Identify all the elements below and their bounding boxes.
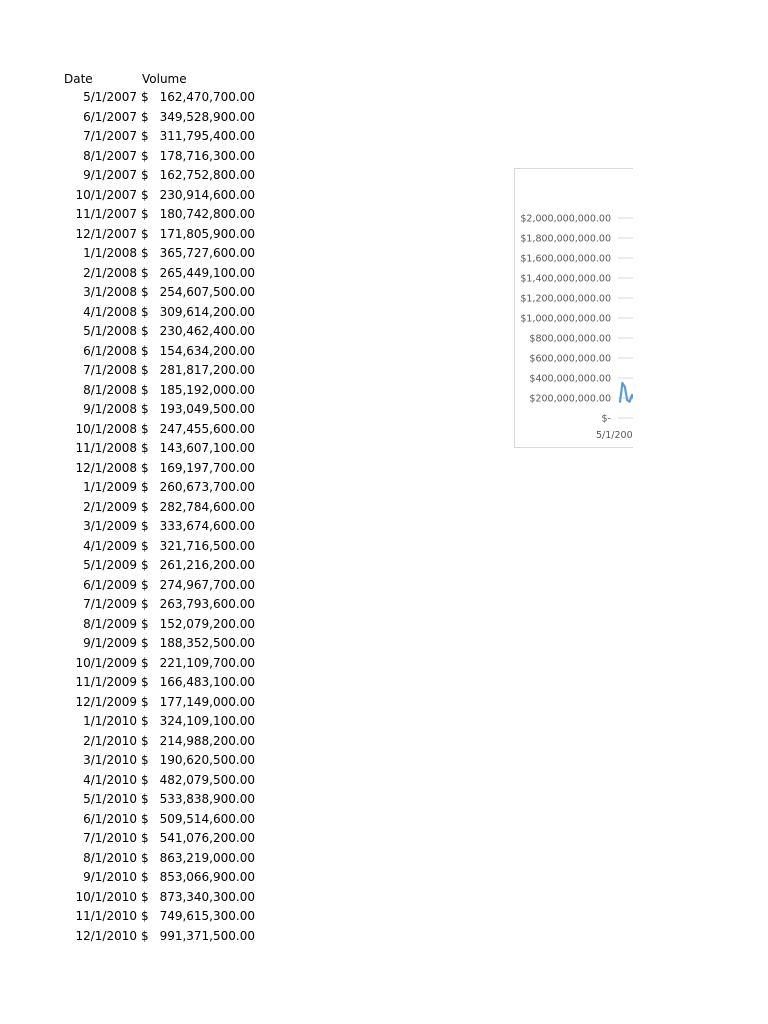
currency-symbol: $ xyxy=(141,148,149,163)
date-cell[interactable]: 10/1/2008 xyxy=(75,421,137,436)
table-row[interactable] xyxy=(0,205,260,225)
table-row[interactable] xyxy=(0,108,260,128)
table-row[interactable] xyxy=(0,595,260,615)
volume-cell[interactable]: 214,988,200.00 xyxy=(159,733,255,748)
date-cell[interactable]: 11/1/2008 xyxy=(75,441,137,455)
volume-cell[interactable]: 365,727,600.00 xyxy=(159,246,255,260)
volume-cell[interactable]: 309,614,200.00 xyxy=(159,304,255,319)
volume-series-line[interactable] xyxy=(620,383,633,402)
data-point[interactable] xyxy=(631,394,633,396)
currency-symbol: $ xyxy=(141,850,149,865)
table-row[interactable] xyxy=(0,322,260,342)
date-cell[interactable]: 5/1/2007 xyxy=(83,90,137,104)
date-cell[interactable]: 1/1/2008 xyxy=(83,246,137,260)
date-cell[interactable]: 5/1/2010 xyxy=(83,792,137,806)
table-row[interactable] xyxy=(0,537,260,557)
date-cell[interactable]: 6/1/2010 xyxy=(83,811,137,826)
date-cell[interactable]: 11/1/2007 xyxy=(75,207,137,221)
currency-symbol: $ xyxy=(141,519,149,533)
table-row[interactable] xyxy=(0,751,260,771)
volume-cell[interactable]: 190,620,500.00 xyxy=(159,753,255,767)
table-row[interactable] xyxy=(0,712,260,732)
date-cell[interactable]: 2/1/2008 xyxy=(83,265,137,280)
currency-symbol: $ xyxy=(141,831,149,845)
volume-cell[interactable]: 282,784,600.00 xyxy=(159,499,255,514)
volume-cell[interactable]: 247,455,600.00 xyxy=(159,421,255,436)
date-cell[interactable]: 2/1/2009 xyxy=(83,499,137,514)
y-tick-label: $1,200,000,000.00 xyxy=(520,293,611,305)
currency-symbol: $ xyxy=(141,207,149,221)
volume-cell[interactable]: 143,607,100.00 xyxy=(159,441,255,455)
date-cell[interactable]: 2/1/2010 xyxy=(83,733,137,748)
currency-symbol: $ xyxy=(141,558,149,572)
table-row[interactable] xyxy=(0,517,260,537)
volume-cell[interactable]: 171,805,900.00 xyxy=(159,226,255,241)
date-cell[interactable]: 12/1/2007 xyxy=(75,226,137,241)
volume-cell[interactable]: 185,192,000.00 xyxy=(159,382,255,397)
currency-symbol: $ xyxy=(141,324,149,338)
y-tick-label: $1,600,000,000.00 xyxy=(520,253,611,265)
volume-cell[interactable]: 162,752,800.00 xyxy=(159,168,255,182)
date-cell[interactable]: 9/1/2010 xyxy=(83,870,137,884)
date-cell[interactable]: 12/1/2008 xyxy=(75,460,137,475)
date-cell[interactable]: 3/1/2009 xyxy=(83,519,137,533)
table-row[interactable] xyxy=(0,907,260,927)
currency-symbol: $ xyxy=(141,714,149,728)
date-cell[interactable]: 10/1/2010 xyxy=(75,889,137,904)
table-row[interactable] xyxy=(0,888,260,908)
table-row[interactable] xyxy=(0,459,260,479)
table-row[interactable] xyxy=(0,225,260,245)
currency-symbol: $ xyxy=(141,109,149,124)
volume-cell[interactable]: 166,483,100.00 xyxy=(159,675,255,689)
table-row[interactable] xyxy=(0,634,260,654)
date-cell[interactable]: 5/1/2009 xyxy=(83,558,137,572)
table-row[interactable] xyxy=(0,693,260,713)
currency-symbol: $ xyxy=(141,675,149,689)
date-cell[interactable]: 1/1/2009 xyxy=(83,480,137,494)
date-cell[interactable]: 7/1/2007 xyxy=(83,129,137,143)
data-point[interactable] xyxy=(624,386,626,388)
currency-symbol: $ xyxy=(141,246,149,260)
date-cell[interactable]: 10/1/2009 xyxy=(75,655,137,670)
volume-cell[interactable]: 349,528,900.00 xyxy=(159,109,255,124)
table-row[interactable] xyxy=(0,576,260,596)
currency-symbol: $ xyxy=(141,694,149,709)
y-tick-label: $600,000,000.00 xyxy=(529,353,611,365)
currency-symbol: $ xyxy=(141,499,149,514)
column-header-volume[interactable]: Volume xyxy=(142,72,187,86)
date-cell[interactable]: 1/1/2010 xyxy=(83,714,137,728)
table-row[interactable] xyxy=(0,849,260,869)
date-cell[interactable]: 7/1/2010 xyxy=(83,831,137,845)
table-row[interactable] xyxy=(0,342,260,362)
table-row[interactable] xyxy=(0,303,260,323)
date-cell[interactable]: 12/1/2009 xyxy=(75,694,137,709)
table-row[interactable] xyxy=(0,498,260,518)
volume-cell[interactable]: 509,514,600.00 xyxy=(159,811,255,826)
table-row[interactable] xyxy=(0,283,260,303)
chart-canvas xyxy=(515,169,633,447)
y-tick-label: $2,000,000,000.00 xyxy=(520,213,611,225)
table-row[interactable] xyxy=(0,927,260,947)
date-cell[interactable]: 8/1/2007 xyxy=(83,148,137,163)
table-row[interactable] xyxy=(0,147,260,167)
y-tick-label: $800,000,000.00 xyxy=(529,333,611,345)
table-row[interactable] xyxy=(0,810,260,830)
volume-cell[interactable]: 260,673,700.00 xyxy=(159,480,255,494)
currency-symbol: $ xyxy=(141,129,149,143)
table-row[interactable] xyxy=(0,244,260,264)
volume-cell[interactable]: 863,219,000.00 xyxy=(159,850,255,865)
volume-cell[interactable]: 261,216,200.00 xyxy=(159,558,255,572)
table-row[interactable] xyxy=(0,361,260,381)
volume-cell[interactable]: 533,838,900.00 xyxy=(159,792,255,806)
date-cell[interactable]: 4/1/2009 xyxy=(83,538,137,553)
currency-symbol: $ xyxy=(141,577,149,592)
currency-symbol: $ xyxy=(141,441,149,455)
currency-symbol: $ xyxy=(141,285,149,299)
currency-symbol: $ xyxy=(141,460,149,475)
y-tick-label: $1,400,000,000.00 xyxy=(520,273,611,285)
x-tick-label: 5/1/200 xyxy=(596,430,633,441)
volume-cell[interactable]: 281,817,200.00 xyxy=(159,363,255,377)
table-row[interactable] xyxy=(0,439,260,459)
table-row[interactable] xyxy=(0,615,260,635)
volume-cell[interactable]: 221,109,700.00 xyxy=(159,655,255,670)
date-cell[interactable]: 7/1/2008 xyxy=(83,363,137,377)
currency-symbol: $ xyxy=(141,870,149,884)
date-cell[interactable]: 11/1/2009 xyxy=(75,675,137,689)
volume-cell[interactable]: 749,615,300.00 xyxy=(159,909,255,923)
y-tick-label: $200,000,000.00 xyxy=(529,393,611,405)
volume-cell[interactable]: 193,049,500.00 xyxy=(159,402,255,416)
currency-symbol: $ xyxy=(141,90,149,104)
currency-symbol: $ xyxy=(141,928,149,943)
volume-cell[interactable]: 311,795,400.00 xyxy=(159,129,255,143)
date-cell[interactable]: 6/1/2008 xyxy=(83,343,137,358)
currency-symbol: $ xyxy=(141,811,149,826)
table-row[interactable] xyxy=(0,771,260,791)
data-table xyxy=(0,88,260,946)
volume-cell[interactable]: 154,634,200.00 xyxy=(159,343,255,358)
currency-symbol: $ xyxy=(141,168,149,182)
date-cell[interactable]: 9/1/2008 xyxy=(83,402,137,416)
table-row[interactable] xyxy=(0,264,260,284)
date-cell[interactable]: 8/1/2009 xyxy=(83,616,137,631)
date-cell[interactable]: 9/1/2009 xyxy=(83,636,137,650)
currency-symbol: $ xyxy=(141,772,149,787)
date-cell[interactable]: 7/1/2009 xyxy=(83,597,137,611)
y-tick-label: $1,000,000,000.00 xyxy=(520,313,611,325)
table-row[interactable] xyxy=(0,556,260,576)
volume-cell[interactable]: 274,967,700.00 xyxy=(159,577,255,592)
currency-symbol: $ xyxy=(141,421,149,436)
date-cell[interactable]: 3/1/2008 xyxy=(83,285,137,299)
volume-cell[interactable]: 152,079,200.00 xyxy=(159,616,255,631)
currency-symbol: $ xyxy=(141,909,149,923)
table-row[interactable] xyxy=(0,868,260,888)
currency-symbol: $ xyxy=(141,265,149,280)
currency-symbol: $ xyxy=(141,792,149,806)
currency-symbol: $ xyxy=(141,655,149,670)
volume-cell[interactable]: 265,449,100.00 xyxy=(159,265,255,280)
data-point[interactable] xyxy=(626,399,628,401)
y-tick-label: $1,800,000,000.00 xyxy=(520,233,611,245)
currency-symbol: $ xyxy=(141,480,149,494)
column-header-date[interactable]: Date xyxy=(64,72,93,86)
date-cell[interactable]: 6/1/2009 xyxy=(83,577,137,592)
currency-symbol: $ xyxy=(141,753,149,767)
volume-cell[interactable]: 230,462,400.00 xyxy=(159,324,255,338)
currency-symbol: $ xyxy=(141,538,149,553)
currency-symbol: $ xyxy=(141,343,149,358)
date-cell[interactable]: 4/1/2010 xyxy=(83,772,137,787)
volume-cell[interactable]: 230,914,600.00 xyxy=(159,187,255,202)
date-cell[interactable]: 3/1/2010 xyxy=(83,753,137,767)
volume-cell[interactable]: 324,109,100.00 xyxy=(159,714,255,728)
volume-cell[interactable]: 321,716,500.00 xyxy=(159,538,255,553)
table-row[interactable] xyxy=(0,790,260,810)
volume-cell[interactable]: 853,066,900.00 xyxy=(159,870,255,884)
date-cell[interactable]: 4/1/2008 xyxy=(83,304,137,319)
table-row[interactable] xyxy=(0,654,260,674)
volume-cell[interactable]: 263,793,600.00 xyxy=(159,597,255,611)
date-cell[interactable]: 8/1/2008 xyxy=(83,382,137,397)
date-cell[interactable]: 11/1/2010 xyxy=(75,909,137,923)
date-cell[interactable]: 9/1/2007 xyxy=(83,168,137,182)
data-point[interactable] xyxy=(622,382,624,384)
currency-symbol: $ xyxy=(141,733,149,748)
currency-symbol: $ xyxy=(141,402,149,416)
volume-cell[interactable]: 177,149,000.00 xyxy=(159,694,255,709)
volume-cell[interactable]: 873,340,300.00 xyxy=(159,889,255,904)
volume-cell[interactable]: 162,470,700.00 xyxy=(159,90,255,104)
date-cell[interactable]: 8/1/2010 xyxy=(83,850,137,865)
currency-symbol: $ xyxy=(141,889,149,904)
currency-symbol: $ xyxy=(141,304,149,319)
currency-symbol: $ xyxy=(141,616,149,631)
table-row[interactable] xyxy=(0,829,260,849)
volume-cell[interactable]: 541,076,200.00 xyxy=(159,831,255,845)
date-cell[interactable]: 6/1/2007 xyxy=(83,109,137,124)
table-row[interactable] xyxy=(0,88,260,108)
volume-cell[interactable]: 333,674,600.00 xyxy=(159,519,255,533)
volume-cell[interactable]: 169,197,700.00 xyxy=(159,460,255,475)
currency-symbol: $ xyxy=(141,636,149,650)
date-cell[interactable]: 5/1/2008 xyxy=(83,324,137,338)
currency-symbol: $ xyxy=(141,382,149,397)
volume-cell[interactable]: 180,742,800.00 xyxy=(159,207,255,221)
currency-symbol: $ xyxy=(141,187,149,202)
date-cell[interactable]: 10/1/2007 xyxy=(75,187,137,202)
table-row[interactable] xyxy=(0,186,260,206)
table-row[interactable] xyxy=(0,478,260,498)
table-row[interactable] xyxy=(0,381,260,401)
data-point[interactable] xyxy=(629,401,631,403)
currency-symbol: $ xyxy=(141,226,149,241)
table-row[interactable] xyxy=(0,400,260,420)
table-row[interactable] xyxy=(0,127,260,147)
y-tick-label: $400,000,000.00 xyxy=(529,373,611,385)
volume-cell[interactable]: 178,716,300.00 xyxy=(159,148,255,163)
table-row[interactable] xyxy=(0,673,260,693)
data-point[interactable] xyxy=(619,401,621,403)
volume-cell[interactable]: 254,607,500.00 xyxy=(159,285,255,299)
volume-cell[interactable]: 482,079,500.00 xyxy=(159,772,255,787)
volume-line-chart[interactable] xyxy=(514,168,633,448)
date-cell[interactable]: 12/1/2010 xyxy=(75,928,137,943)
table-row[interactable] xyxy=(0,420,260,440)
y-tick-label: $- xyxy=(601,413,611,425)
volume-cell[interactable]: 991,371,500.00 xyxy=(159,928,255,943)
currency-symbol: $ xyxy=(141,363,149,377)
table-row[interactable] xyxy=(0,732,260,752)
volume-cell[interactable]: 188,352,500.00 xyxy=(159,636,255,650)
currency-symbol: $ xyxy=(141,597,149,611)
table-row[interactable] xyxy=(0,166,260,186)
